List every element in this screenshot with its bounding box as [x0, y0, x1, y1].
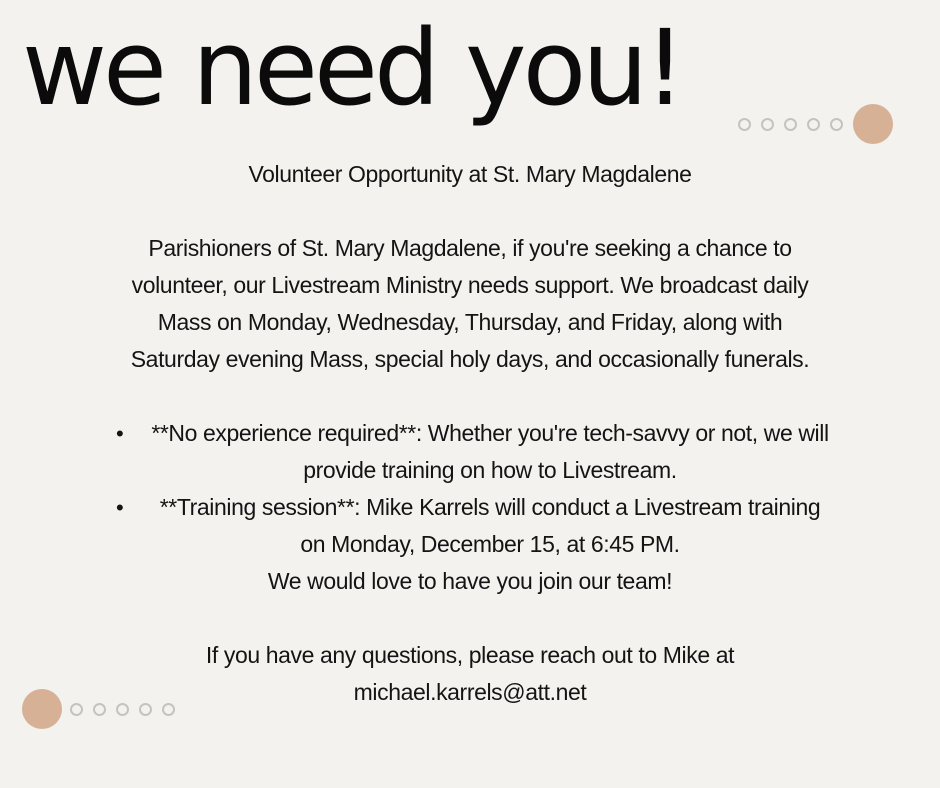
contact-email: michael.karrels@att.net — [353, 679, 587, 705]
subtitle: Volunteer Opportunity at St. Mary Magdalene — [248, 161, 692, 187]
headline: we need you! — [22, 7, 682, 129]
small-circle-icon — [162, 703, 175, 716]
small-circle-icon — [116, 703, 129, 716]
small-circle-icon — [70, 703, 83, 716]
bullet-item — [110, 415, 850, 489]
intro-line: Saturday evening Mass, special holy days, and occasionally funerals. — [130, 346, 810, 372]
small-circle-icon — [784, 118, 797, 131]
contact-line: If you have any questions, please reach out to Mike at — [205, 642, 735, 668]
bullet-line: on Monday, December 15, at 6:45 PM. — [300, 531, 680, 557]
small-circle-icon — [93, 703, 106, 716]
intro-paragraph — [100, 230, 840, 378]
small-circle-icon — [139, 703, 152, 716]
small-circle-icon — [830, 118, 843, 131]
decorative-dots-bottom — [22, 689, 185, 729]
intro-line: volunteer, our Livestream Ministry needs support. We broadcast daily — [131, 272, 809, 298]
bullet-line: provide training on how to Livestream. — [303, 457, 677, 483]
bullet-item — [110, 489, 850, 563]
small-circle-icon — [738, 118, 751, 131]
closing-line: We would love to have you join our team! — [267, 568, 673, 594]
bullet-line: **No experience required**: Whether you're tech-savvy or not, we will — [151, 420, 829, 446]
large-circle-icon — [22, 689, 62, 729]
bullet-icon: • — [116, 495, 124, 520]
intro-line: Mass on Monday, Wednesday, Thursday, and Friday, along with — [157, 309, 783, 335]
small-circle-icon — [761, 118, 774, 131]
intro-line: Parishioners of St. Mary Magdalene, if you're seeking a chance to — [148, 235, 792, 261]
decorative-dots-top — [738, 104, 893, 144]
bullet-list — [110, 415, 850, 563]
bullet-icon: • — [116, 421, 124, 446]
large-circle-icon — [853, 104, 893, 144]
small-circle-icon — [807, 118, 820, 131]
bullet-line: **Training session**: Mike Karrels will conduct a Livestream training — [159, 494, 821, 520]
